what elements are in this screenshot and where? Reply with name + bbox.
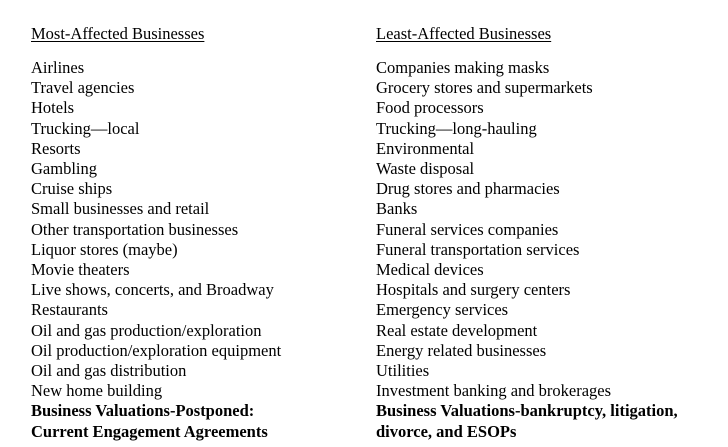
footer-line: Business Valuations-bankruptcy, litigation,	[376, 401, 678, 421]
list-item: Medical devices	[376, 260, 484, 280]
list-item: New home building	[31, 381, 163, 401]
list-item: Movie theaters	[31, 260, 130, 280]
footer-line: divorce, and ESOPs	[376, 421, 517, 441]
list-item: Oil production/exploration equipment	[31, 340, 282, 360]
list-item: Waste disposal	[376, 159, 475, 179]
list-item: Energy related businesses	[376, 340, 547, 360]
list-item: Funeral transportation services	[376, 239, 580, 259]
list-item: Travel agencies	[31, 78, 135, 98]
footer-line: Business Valuations-Postponed:	[31, 401, 255, 421]
list-item: Companies making masks	[376, 58, 550, 77]
most-affected-list	[31, 58, 361, 401]
list-item: Funeral services companies	[376, 219, 559, 239]
list-item: Resorts	[31, 138, 81, 158]
list-item: Live shows, concerts, and Broadway	[31, 280, 274, 300]
list-item: Gambling	[31, 159, 97, 179]
most-affected-column	[31, 24, 361, 442]
list-item: Investment banking and brokerages	[376, 381, 612, 401]
list-item: Small businesses and retail	[31, 199, 210, 219]
list-item: Environmental	[376, 138, 475, 158]
footer-line: Current Engagement Agreements	[31, 421, 268, 441]
least-affected-column	[376, 24, 721, 442]
list-item: Trucking—long-hauling	[376, 118, 537, 138]
most-affected-footer	[31, 401, 361, 441]
list-item: Cruise ships	[31, 179, 113, 199]
list-item: Utilities	[376, 361, 430, 381]
list-item: Airlines	[31, 58, 85, 77]
list-item: Hospitals and surgery centers	[376, 280, 571, 300]
list-item: Trucking—local	[31, 118, 140, 138]
list-item: Hotels	[31, 98, 75, 118]
least-affected-list	[376, 58, 721, 401]
list-item: Emergency services	[376, 300, 509, 320]
list-item: Oil and gas distribution	[31, 361, 187, 381]
list-item: Other transportation businesses	[31, 219, 239, 239]
list-item: Grocery stores and supermarkets	[376, 78, 593, 98]
list-item: Restaurants	[31, 300, 108, 320]
list-item: Drug stores and pharmacies	[376, 179, 560, 199]
least-affected-footer	[376, 401, 721, 441]
list-item: Oil and gas production/exploration	[31, 320, 262, 340]
list-item: Real estate development	[376, 320, 538, 340]
list-item: Liquor stores (maybe)	[31, 239, 178, 259]
list-item: Food processors	[376, 98, 484, 118]
least-affected-heading: Least-Affected Businesses	[376, 24, 552, 43]
most-affected-heading: Most-Affected Businesses	[31, 24, 205, 43]
list-item: Banks	[376, 199, 418, 219]
